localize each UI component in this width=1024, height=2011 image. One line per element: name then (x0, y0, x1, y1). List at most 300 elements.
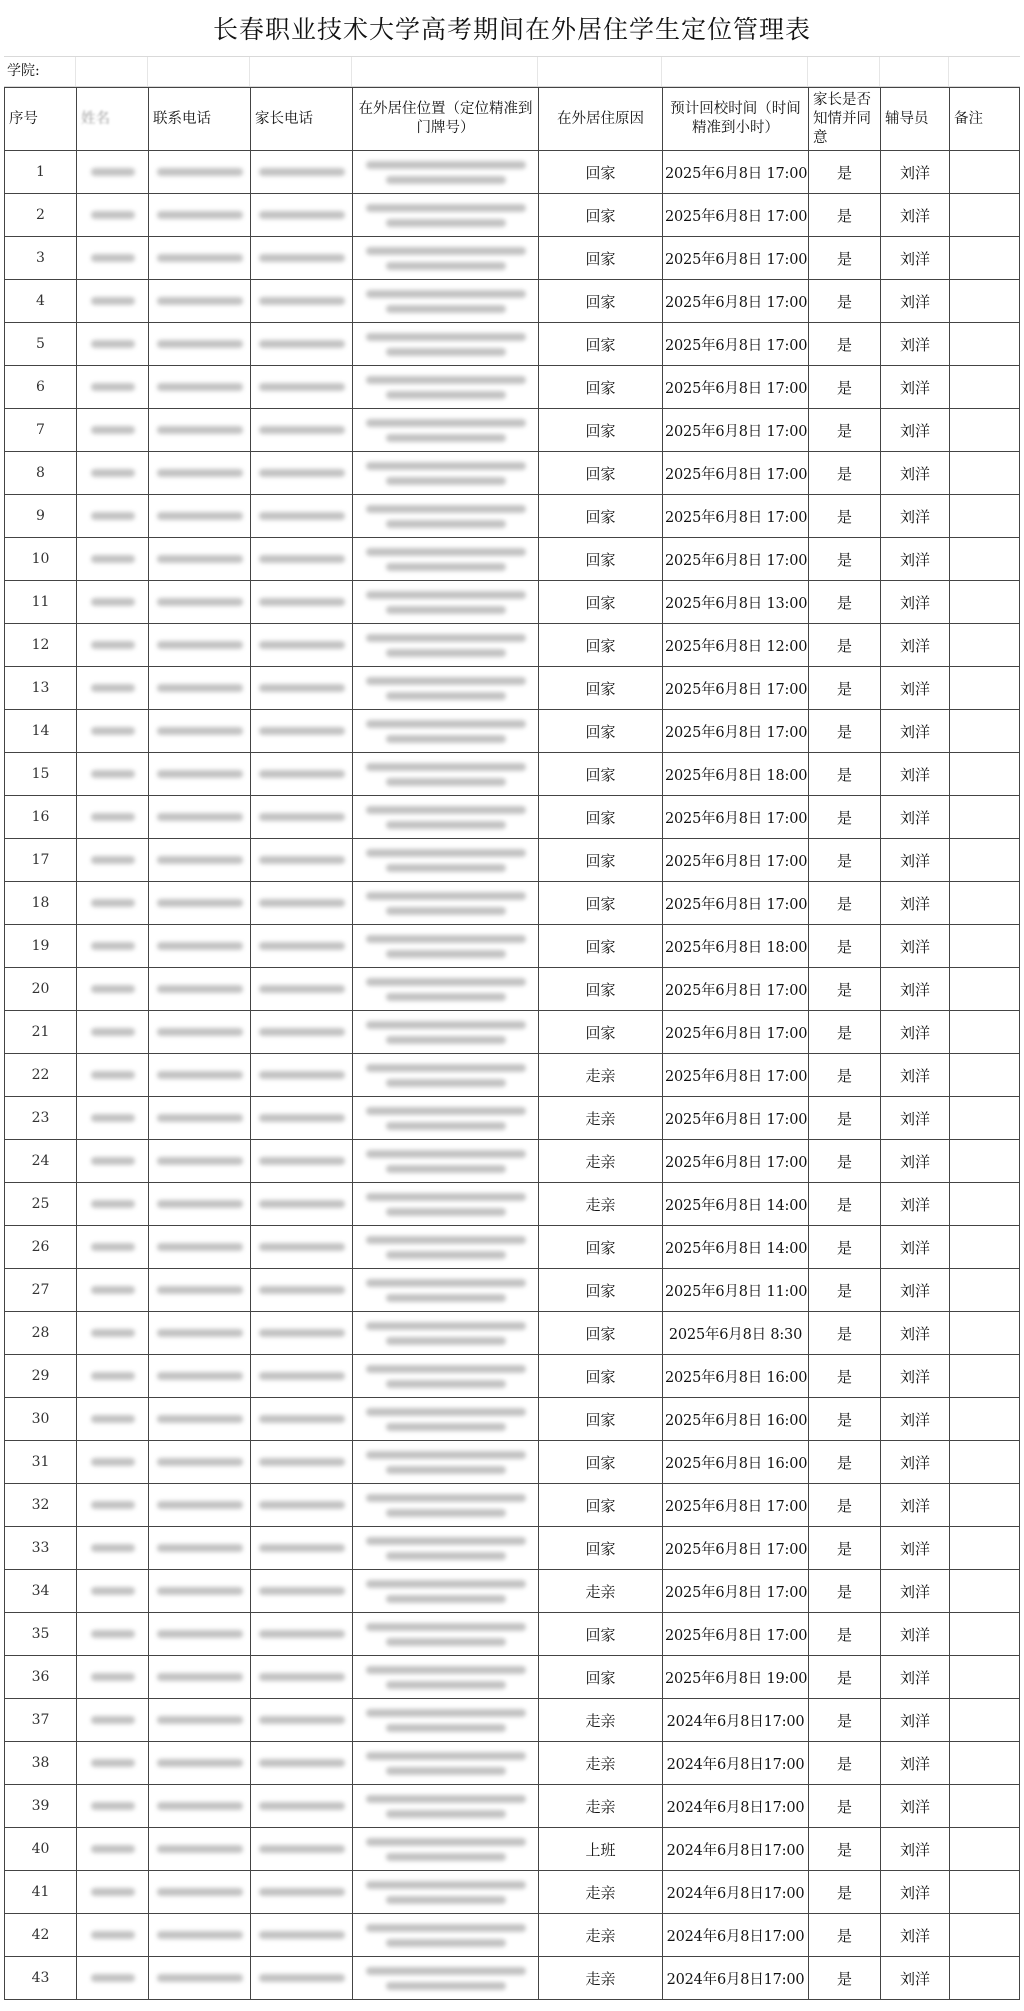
cell-remark[interactable] (950, 1183, 1020, 1226)
table-row[interactable] (5, 1355, 1020, 1398)
redaction-blur (91, 598, 135, 606)
cell-parent-phone-redacted (251, 538, 353, 581)
cell-remark[interactable] (950, 753, 1020, 796)
cell-location-redacted (353, 1140, 539, 1183)
cell-phone-redacted (149, 1355, 251, 1398)
redaction-blur (157, 1114, 243, 1122)
redaction-blur (259, 727, 345, 735)
redaction-blur (366, 1279, 526, 1287)
cell-location-redacted (353, 1957, 539, 2000)
cell-name-redacted (77, 581, 149, 624)
cell-phone-redacted (149, 1914, 251, 1957)
cell-return-time: 2025年6月8日 17:00 (663, 796, 809, 839)
cell-location-redacted (353, 452, 539, 495)
cell-return-time: 2025年6月8日 17:00 (663, 323, 809, 366)
cell-counselor: 刘洋 (881, 151, 950, 194)
header-counselor: 辅导员 (881, 88, 950, 151)
redaction-blur (386, 1208, 506, 1216)
cell-name-redacted (77, 1011, 149, 1054)
cell-location-redacted (353, 1355, 539, 1398)
table-row[interactable] (5, 366, 1020, 409)
cell-phone-redacted (149, 452, 251, 495)
spreadsheet (4, 0, 1020, 2000)
cell-location-redacted (353, 495, 539, 538)
cell-name-redacted (77, 280, 149, 323)
redaction-blur (91, 1415, 135, 1423)
redaction-blur (91, 1630, 135, 1638)
redaction-blur (386, 1767, 506, 1775)
redaction-blur (259, 770, 345, 778)
cell-return-time: 2024年6月8日17:00 (663, 1871, 809, 1914)
cell-return-time: 2025年6月8日 17:00 (663, 667, 809, 710)
redaction-blur (157, 985, 243, 993)
empty-cell[interactable] (662, 57, 808, 86)
cell-return-time: 2024年6月8日17:00 (663, 1699, 809, 1742)
cell-remark[interactable] (950, 1140, 1020, 1183)
cell-remark[interactable] (950, 151, 1020, 194)
cell-location-redacted (353, 968, 539, 1011)
cell-phone-redacted (149, 151, 251, 194)
cell-remark[interactable] (950, 1011, 1020, 1054)
cell-name-redacted (77, 1570, 149, 1613)
redaction-blur (386, 520, 506, 528)
cell-parent-phone-redacted (251, 1183, 353, 1226)
table-row[interactable] (5, 581, 1020, 624)
cell-parent-agree: 是 (809, 1785, 881, 1828)
redaction-blur (157, 727, 243, 735)
cell-remark[interactable] (950, 1957, 1020, 2000)
cell-name-redacted (77, 1613, 149, 1656)
redaction-blur (157, 555, 243, 563)
cell-parent-agree: 是 (809, 1269, 881, 1312)
cell-remark[interactable] (950, 323, 1020, 366)
table-row[interactable] (5, 1226, 1020, 1269)
redaction-blur (259, 297, 345, 305)
cell-remark[interactable] (950, 1656, 1020, 1699)
table-row[interactable] (5, 1183, 1020, 1226)
empty-cell[interactable] (76, 57, 148, 86)
empty-cell[interactable] (949, 57, 1019, 86)
cell-parent-agree: 是 (809, 1054, 881, 1097)
cell-location-redacted (353, 1183, 539, 1226)
table-row[interactable] (5, 1570, 1020, 1613)
cell-remark[interactable] (950, 1527, 1020, 1570)
cell-location-redacted (353, 1785, 539, 1828)
redaction-blur (386, 1423, 506, 1431)
cell-remark[interactable] (950, 1097, 1020, 1140)
table-row[interactable] (5, 968, 1020, 1011)
cell-seq: 38 (5, 1742, 77, 1785)
cell-reason: 回家 (539, 409, 663, 452)
table-row[interactable] (5, 495, 1020, 538)
redaction-blur (157, 469, 243, 477)
table-row[interactable] (5, 1914, 1020, 1957)
redaction-blur (386, 176, 506, 184)
cell-seq: 22 (5, 1054, 77, 1097)
table-row[interactable] (5, 1785, 1020, 1828)
redaction-blur (386, 1251, 506, 1259)
cell-seq: 23 (5, 1097, 77, 1140)
cell-return-time: 2025年6月8日 17:00 (663, 839, 809, 882)
redaction-blur (157, 1028, 243, 1036)
cell-phone-redacted (149, 624, 251, 667)
table-row[interactable] (5, 1398, 1020, 1441)
table-row[interactable] (5, 151, 1020, 194)
redaction-blur (259, 1028, 345, 1036)
cell-parent-phone-redacted (251, 1226, 353, 1269)
cell-name-redacted (77, 624, 149, 667)
cell-location-redacted (353, 323, 539, 366)
table-row[interactable] (5, 1140, 1020, 1183)
redaction-blur (366, 763, 526, 771)
cell-return-time: 2025年6月8日 8:30 (663, 1312, 809, 1355)
cell-seq: 34 (5, 1570, 77, 1613)
cell-remark[interactable] (950, 366, 1020, 409)
cell-return-time: 2025年6月8日 17:00 (663, 151, 809, 194)
redaction-blur (157, 1630, 243, 1638)
cell-remark[interactable] (950, 796, 1020, 839)
table-row[interactable] (5, 1054, 1020, 1097)
cell-parent-phone-redacted (251, 366, 353, 409)
cell-parent-phone-redacted (251, 1140, 353, 1183)
redaction-blur (91, 1114, 135, 1122)
cell-counselor: 刘洋 (881, 1570, 950, 1613)
redaction-blur (91, 899, 135, 907)
cell-remark[interactable] (950, 624, 1020, 667)
cell-counselor: 刘洋 (881, 1398, 950, 1441)
cell-phone-redacted (149, 1570, 251, 1613)
cell-remark[interactable] (950, 1914, 1020, 1957)
cell-remark[interactable] (950, 1828, 1020, 1871)
cell-location-redacted (353, 839, 539, 882)
redaction-blur (259, 254, 345, 262)
table-row[interactable] (5, 452, 1020, 495)
table-row[interactable] (5, 1656, 1020, 1699)
cell-counselor: 刘洋 (881, 1269, 950, 1312)
cell-return-time: 2025年6月8日 17:00 (663, 1484, 809, 1527)
cell-phone-redacted (149, 1828, 251, 1871)
cell-location-redacted (353, 1312, 539, 1355)
table-row[interactable] (5, 1312, 1020, 1355)
redaction-blur (91, 1888, 135, 1896)
cell-remark[interactable] (950, 194, 1020, 237)
redaction-blur (157, 899, 243, 907)
empty-cell[interactable] (250, 57, 352, 86)
header-location-text: 在外居住位置（定位精准到门牌号） (358, 101, 533, 136)
table-row[interactable] (5, 1484, 1020, 1527)
cell-reason: 走亲 (539, 1742, 663, 1785)
table-row[interactable] (5, 753, 1020, 796)
cell-remark[interactable] (950, 968, 1020, 1011)
cell-remark[interactable] (950, 1742, 1020, 1785)
redaction-blur (91, 1028, 135, 1036)
cell-return-time: 2025年6月8日 18:00 (663, 925, 809, 968)
cell-name-redacted (77, 1656, 149, 1699)
table-row[interactable] (5, 1742, 1020, 1785)
cell-remark[interactable] (950, 667, 1020, 710)
redaction-blur (366, 720, 526, 728)
redaction-blur (259, 1458, 345, 1466)
empty-cell[interactable] (352, 57, 538, 86)
table-row[interactable] (5, 1828, 1020, 1871)
cell-parent-agree: 是 (809, 1441, 881, 1484)
table-row[interactable] (5, 796, 1020, 839)
cell-phone-redacted (149, 1871, 251, 1914)
redaction-blur (157, 1200, 243, 1208)
cell-reason: 回家 (539, 1355, 663, 1398)
table-row[interactable] (5, 1699, 1020, 1742)
cell-counselor: 刘洋 (881, 882, 950, 925)
cell-parent-agree: 是 (809, 1484, 881, 1527)
cell-seq: 28 (5, 1312, 77, 1355)
cell-phone-redacted (149, 839, 251, 882)
cell-seq: 41 (5, 1871, 77, 1914)
cell-counselor: 刘洋 (881, 710, 950, 753)
cell-name-redacted (77, 968, 149, 1011)
cell-parent-agree: 是 (809, 839, 881, 882)
cell-remark[interactable] (950, 1699, 1020, 1742)
redaction-blur (259, 985, 345, 993)
redaction-blur (259, 1372, 345, 1380)
cell-parent-agree: 是 (809, 624, 881, 667)
cell-remark[interactable] (950, 925, 1020, 968)
cell-parent-phone-redacted (251, 1570, 353, 1613)
redaction-blur (91, 1974, 135, 1982)
redaction-blur (91, 1501, 135, 1509)
cell-location-redacted (353, 1570, 539, 1613)
cell-location-redacted (353, 1226, 539, 1269)
redaction-blur (366, 1322, 526, 1330)
cell-location-redacted (353, 753, 539, 796)
cell-reason: 走亲 (539, 1140, 663, 1183)
cell-reason: 走亲 (539, 1914, 663, 1957)
cell-remark[interactable] (950, 1269, 1020, 1312)
redaction-blur (386, 1380, 506, 1388)
header-reason: 在外居住原因 (539, 88, 663, 151)
redaction-blur (386, 1466, 506, 1474)
cell-parent-agree: 是 (809, 1183, 881, 1226)
cell-name-redacted (77, 1183, 149, 1226)
table-row[interactable] (5, 624, 1020, 667)
cell-remark[interactable] (950, 1871, 1020, 1914)
cell-remark[interactable] (950, 1484, 1020, 1527)
cell-parent-phone-redacted (251, 1269, 353, 1312)
cell-counselor: 刘洋 (881, 1527, 950, 1570)
cell-parent-agree: 是 (809, 1226, 881, 1269)
cell-seq: 14 (5, 710, 77, 753)
table-row[interactable] (5, 1613, 1020, 1656)
table-row[interactable] (5, 409, 1020, 452)
cell-seq: 5 (5, 323, 77, 366)
empty-cell[interactable] (880, 57, 949, 86)
redaction-blur (91, 426, 135, 434)
cell-phone-redacted (149, 1699, 251, 1742)
cell-parent-phone-redacted (251, 409, 353, 452)
cell-phone-redacted (149, 1613, 251, 1656)
redaction-blur (157, 211, 243, 219)
redaction-blur (386, 1509, 506, 1517)
table-row[interactable] (5, 280, 1020, 323)
redaction-blur (386, 219, 506, 227)
cell-parent-phone-redacted (251, 1785, 353, 1828)
cell-location-redacted (353, 409, 539, 452)
cell-remark[interactable] (950, 710, 1020, 753)
table-row[interactable] (5, 538, 1020, 581)
redaction-blur (366, 1365, 526, 1373)
cell-counselor: 刘洋 (881, 1957, 950, 2000)
table-row[interactable] (5, 1097, 1020, 1140)
cell-phone-redacted (149, 280, 251, 323)
redaction-blur (386, 348, 506, 356)
table-row[interactable] (5, 925, 1020, 968)
table-row[interactable] (5, 710, 1020, 753)
cell-remark[interactable] (950, 237, 1020, 280)
empty-cell[interactable] (148, 57, 250, 86)
cell-parent-phone-redacted (251, 1957, 353, 2000)
redaction-blur (91, 985, 135, 993)
redaction-blur (157, 598, 243, 606)
cell-seq: 11 (5, 581, 77, 624)
cell-remark[interactable] (950, 1613, 1020, 1656)
cell-remark[interactable] (950, 1355, 1020, 1398)
cell-remark[interactable] (950, 1312, 1020, 1355)
redaction-blur (91, 813, 135, 821)
cell-remark[interactable] (950, 280, 1020, 323)
table-row[interactable] (5, 1269, 1020, 1312)
cell-return-time: 2025年6月8日 14:00 (663, 1183, 809, 1226)
cell-location-redacted (353, 538, 539, 581)
cell-counselor: 刘洋 (881, 968, 950, 1011)
redaction-blur (386, 692, 506, 700)
table-row[interactable] (5, 237, 1020, 280)
cell-seq: 18 (5, 882, 77, 925)
redaction-blur (366, 677, 526, 685)
cell-remark[interactable] (950, 1785, 1020, 1828)
cell-counselor: 刘洋 (881, 1140, 950, 1183)
redaction-blur (91, 1243, 135, 1251)
cell-parent-agree: 是 (809, 581, 881, 624)
cell-phone-redacted (149, 581, 251, 624)
cell-name-redacted (77, 1828, 149, 1871)
cell-remark[interactable] (950, 1570, 1020, 1613)
empty-cell[interactable] (808, 57, 880, 86)
table-row[interactable] (5, 1871, 1020, 1914)
cell-parent-phone-redacted (251, 1054, 353, 1097)
cell-parent-agree: 是 (809, 925, 881, 968)
cell-phone-redacted (149, 1312, 251, 1355)
cell-phone-redacted (149, 538, 251, 581)
cell-remark[interactable] (950, 882, 1020, 925)
cell-parent-phone-redacted (251, 237, 353, 280)
cell-remark[interactable] (950, 452, 1020, 495)
cell-remark[interactable] (950, 495, 1020, 538)
cell-reason: 回家 (539, 1527, 663, 1570)
empty-cell[interactable] (538, 57, 662, 86)
cell-parent-phone-redacted (251, 1355, 353, 1398)
cell-remark[interactable] (950, 839, 1020, 882)
cell-counselor: 刘洋 (881, 495, 950, 538)
redaction-blur (157, 254, 243, 262)
redaction-blur (366, 634, 526, 642)
redaction-blur (366, 1537, 526, 1545)
cell-parent-agree: 是 (809, 1742, 881, 1785)
cell-parent-phone-redacted (251, 581, 353, 624)
redaction-blur (259, 813, 345, 821)
cell-seq: 9 (5, 495, 77, 538)
cell-parent-phone-redacted (251, 1828, 353, 1871)
table-row[interactable] (5, 1527, 1020, 1570)
table-row[interactable] (5, 323, 1020, 366)
cell-counselor: 刘洋 (881, 1355, 950, 1398)
cell-remark[interactable] (950, 538, 1020, 581)
cell-parent-agree: 是 (809, 1140, 881, 1183)
cell-counselor: 刘洋 (881, 1785, 950, 1828)
header-parent-agree (809, 88, 881, 151)
cell-remark[interactable] (950, 1441, 1020, 1484)
table-row[interactable] (5, 839, 1020, 882)
cell-reason: 回家 (539, 710, 663, 753)
cell-return-time: 2025年6月8日 17:00 (663, 280, 809, 323)
cell-remark[interactable] (950, 409, 1020, 452)
cell-phone-redacted (149, 1742, 251, 1785)
cell-name-redacted (77, 1312, 149, 1355)
redaction-blur (366, 419, 526, 427)
cell-return-time: 2024年6月8日17:00 (663, 1742, 809, 1785)
table-row[interactable] (5, 882, 1020, 925)
cell-remark[interactable] (950, 1226, 1020, 1269)
cell-reason: 回家 (539, 323, 663, 366)
table-row[interactable] (5, 194, 1020, 237)
cell-remark[interactable] (950, 581, 1020, 624)
table-row[interactable] (5, 1957, 1020, 2000)
table-row[interactable] (5, 1441, 1020, 1484)
cell-location-redacted (353, 1441, 539, 1484)
redaction-blur (91, 1286, 135, 1294)
cell-reason: 回家 (539, 280, 663, 323)
table-row[interactable] (5, 1011, 1020, 1054)
cell-location-redacted (353, 710, 539, 753)
cell-return-time: 2024年6月8日17:00 (663, 1828, 809, 1871)
redaction-blur (157, 1716, 243, 1724)
cell-counselor: 刘洋 (881, 538, 950, 581)
redaction-blur (157, 1372, 243, 1380)
redaction-blur (259, 512, 345, 520)
cell-return-time: 2025年6月8日 17:00 (663, 882, 809, 925)
cell-seq: 36 (5, 1656, 77, 1699)
redaction-blur (386, 434, 506, 442)
redaction-blur (157, 426, 243, 434)
redaction-blur (157, 297, 243, 305)
cell-counselor: 刘洋 (881, 1656, 950, 1699)
redaction-blur (157, 1931, 243, 1939)
cell-parent-phone-redacted (251, 1441, 353, 1484)
table-row[interactable] (5, 667, 1020, 710)
cell-name-redacted (77, 151, 149, 194)
cell-parent-phone-redacted (251, 1613, 353, 1656)
cell-reason: 回家 (539, 1011, 663, 1054)
cell-phone-redacted (149, 1140, 251, 1183)
cell-remark[interactable] (950, 1398, 1020, 1441)
cell-seq: 32 (5, 1484, 77, 1527)
cell-reason: 回家 (539, 581, 663, 624)
redaction-blur (259, 469, 345, 477)
cell-seq: 33 (5, 1527, 77, 1570)
cell-parent-agree: 是 (809, 323, 881, 366)
redaction-blur (91, 1200, 135, 1208)
header-parent-agree-text: 家长是否知情并同意 (813, 91, 871, 146)
cell-remark[interactable] (950, 1054, 1020, 1097)
redaction-blur (386, 1294, 506, 1302)
